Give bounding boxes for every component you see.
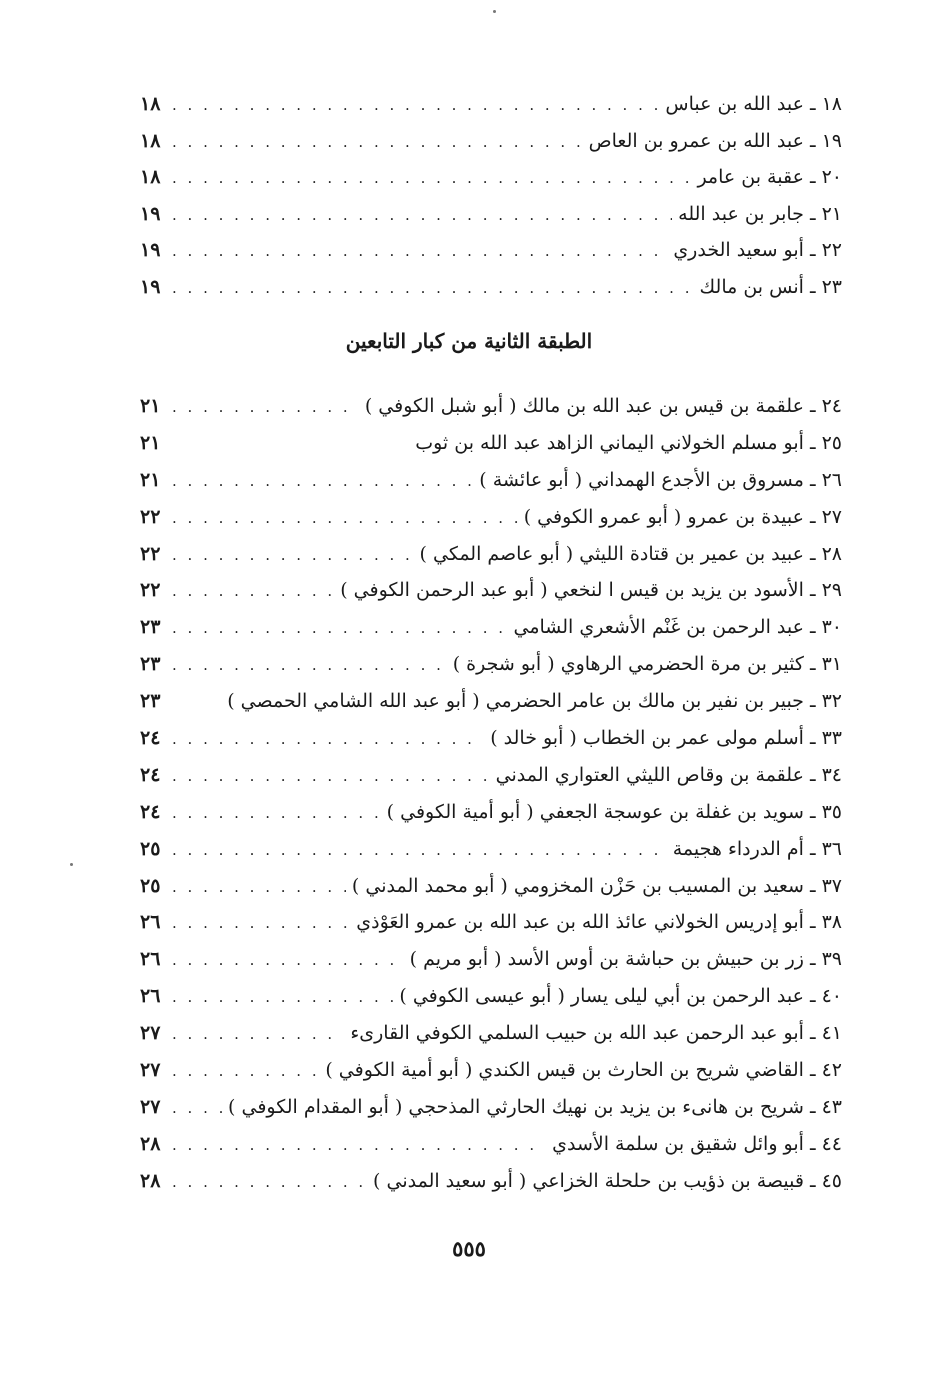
toc-entry-page: ٢٧ — [140, 1059, 161, 1082]
toc-entry-title: ٢٤ ـ علقمة بن قيس بن عبد الله بن مالك ( أبو شبل الكوفي ) — [364, 395, 842, 417]
toc-entry-page: ١٩ — [140, 275, 161, 298]
dot-leader — [172, 795, 381, 832]
toc-entry — [140, 831, 842, 868]
dot-leader — [172, 124, 583, 161]
dot-leader — [172, 721, 484, 758]
toc-entry — [140, 794, 842, 831]
toc-entry-title: ٢٣ ـ أنس بن مالك — [699, 275, 842, 298]
toc-entry-title: ٤٠ ـ عبد الرحمن بن أبي ليلى يسار ( أبو عيسى الكوفي ) — [399, 985, 842, 1008]
toc-entry — [140, 868, 842, 905]
dot-leader — [172, 1164, 367, 1201]
toc-entry-page: ١٨ — [140, 93, 161, 115]
toc-entry — [140, 462, 842, 499]
toc-entry-title: ٤٥ ـ قبيصة بن ذؤيب بن حلحلة الخزاعي ( أبو سعيد المدني ) — [373, 1169, 842, 1192]
toc-entry-page: ١٨ — [140, 166, 161, 189]
toc-entry — [140, 609, 842, 646]
toc-entry-title: ١٨ ـ عبد الله بن عباس — [665, 93, 842, 115]
toc-entry-title: ٣٥ ـ سويد بن غفلة بن عوسجة الجعفي ( أبو أمية الكوفي ) — [386, 800, 842, 823]
toc-entry-title: ٤٢ ـ القاضي شريح بن الحارث بن قيس الكندي ( أبو أمية الكوفي ) — [325, 1059, 842, 1082]
dot-leader — [172, 573, 334, 610]
toc-entry — [140, 159, 842, 196]
scan-speck — [493, 10, 496, 13]
toc-entry — [140, 683, 842, 720]
toc-entry-page: ٢٦ — [140, 911, 161, 934]
toc-entry-page: ٢١ — [140, 395, 161, 417]
dot-leader — [172, 1127, 546, 1164]
dot-leader — [172, 647, 447, 684]
toc-entry-page: ٢٤ — [140, 800, 161, 823]
toc-list-senior-followers — [140, 388, 842, 1200]
dot-leader — [172, 160, 691, 197]
dot-leader — [172, 197, 672, 234]
toc-entry — [140, 388, 842, 425]
toc-entry-page: ٢١ — [140, 468, 161, 491]
toc-entry — [140, 123, 842, 160]
toc-entry — [140, 904, 842, 941]
toc-entry-title: ٢٩ ـ الأسود بن يزيد بن قيس ا لنخعي ( أبو عبد الرحمن الكوفي ) — [340, 579, 842, 602]
toc-entry-title: ٣٢ ـ جبير بن نفير بن مالك بن عامر الحضرمي ( أبو عبد الله الشامي الحمصي ) — [227, 690, 842, 713]
toc-entry-title: ٣٣ ـ أسلم مولى عمر بن الخطاب ( أبو خالد ) — [490, 727, 842, 750]
scan-speck — [70, 863, 73, 866]
dot-leader — [172, 1090, 222, 1127]
toc-entry — [140, 941, 842, 978]
dot-leader — [172, 463, 473, 500]
toc-entry-page: ٢٣ — [140, 616, 161, 639]
toc-entry-title: ٣٧ ـ سعيد بن المسيب بن حَزْن المخزومي ( أبو محمد المدني ) — [351, 874, 842, 897]
toc-entry-title: ٣٨ ـ أبو إدريس الخولاني عائذ الله بن عبد الله بن عمرو العَوْذي — [356, 911, 842, 934]
dot-leader — [172, 942, 404, 979]
toc-entry — [140, 757, 842, 794]
toc-entry-title: ٤٣ ـ شريح بن هانىء بن يزيد بن نهيك الحارثي المذحجي ( أبو المقدام الكوفي ) — [228, 1095, 842, 1118]
dot-leader — [172, 270, 694, 307]
dot-leader — [172, 500, 518, 537]
toc-entry-page: ٢٧ — [140, 1022, 161, 1045]
dot-leader — [172, 537, 414, 574]
toc-entry-title: ٢٨ ـ عبيد بن عمير بن قتادة الليثي ( أبو عاصم المكي ) — [419, 542, 842, 565]
toc-entry-page: ٢٦ — [140, 948, 161, 971]
toc-entry-page: ٢٢ — [140, 579, 161, 602]
dot-leader — [172, 389, 359, 426]
toc-entry-title: ٣١ ـ كثير بن مرة الحضرمي الرهاوي ( أبو شجرة ) — [452, 653, 842, 676]
toc-entry-page: ٢٨ — [140, 1132, 161, 1155]
toc-entry-title: ٣٦ ـ أم الدرداء هجيمة — [672, 837, 842, 860]
toc-entry — [140, 646, 842, 683]
toc-entry-title: ٢٠ ـ عقبة بن عامر — [697, 166, 842, 189]
toc-entry — [140, 1015, 842, 1052]
toc-entry — [140, 1163, 842, 1200]
toc-entry-title: ٤١ ـ أبو عبد الرحمن عبد الله بن حبيب السلمي الكوفي القارىء — [350, 1022, 842, 1045]
toc-entry-page: ٢٤ — [140, 727, 161, 750]
toc-entry-title: ٣٠ ـ عبد الرحمن بن غَنْم الأشعري الشامي — [513, 616, 842, 639]
dot-leader — [172, 979, 393, 1016]
dot-leader — [172, 869, 346, 906]
toc-entry-title: ١٩ ـ عبد الله بن عمرو بن العاص — [588, 129, 842, 152]
dot-leader — [172, 905, 350, 942]
toc-entry-title: ٢٥ ـ أبو مسلم الخولاني اليماني الزاهد عبد الله بن ثوب — [415, 431, 842, 454]
toc-entry — [140, 269, 842, 306]
toc-entry — [140, 425, 842, 462]
toc-entry-title: ٢١ ـ جابر بن عبد الله — [678, 202, 842, 225]
toc-entry-title: ٤٤ ـ أبو وائل شقيق بن سلمة الأسدي — [552, 1132, 842, 1155]
toc-entry — [140, 499, 842, 536]
toc-entry — [140, 536, 842, 573]
toc-entry-page: ١٨ — [140, 129, 161, 152]
toc-entry — [140, 86, 842, 123]
toc-entry — [140, 978, 842, 1015]
dot-leader — [172, 1053, 319, 1090]
toc-entry-title: ٢٧ ـ عبيدة بن عمرو ( أبو عمرو الكوفي ) — [523, 505, 842, 528]
section-heading: الطبقة الثانية من كبار التابعين — [345, 329, 593, 353]
toc-entry — [140, 1052, 842, 1089]
dot-leader — [172, 233, 667, 270]
toc-entry-page: ٢٣ — [140, 653, 161, 676]
toc-entry-title: ٣٤ ـ علقمة بن وقاص الليثي العتواري المدني — [495, 763, 842, 786]
toc-entry-page: ٢٥ — [140, 837, 161, 860]
toc-entry-title: ٣٩ ـ زر بن حبيش بن حباشة بن أوس الأسد ( أبو مريم ) — [409, 948, 842, 971]
toc-entry-page: ٢٦ — [140, 985, 161, 1008]
toc-entry — [140, 572, 842, 609]
dot-leader — [172, 758, 490, 795]
toc-entry-title: ٢٦ ـ مسروق بن الأجدع الهمداني ( أبو عائشة ) — [479, 468, 842, 491]
toc-entry-page: ٢٥ — [140, 874, 161, 897]
toc-entry-page: ٢٢ — [140, 542, 161, 565]
toc-entry-page: ٢٨ — [140, 1169, 161, 1192]
toc-entry-page: ٢٣ — [140, 690, 161, 713]
toc-entry-page: ١٩ — [140, 239, 161, 262]
toc-entry — [140, 1126, 842, 1163]
toc-entry — [140, 1089, 842, 1126]
page-number: ٥٥٥ — [452, 1236, 486, 1261]
toc-list-companions — [140, 86, 842, 306]
dot-leader — [172, 87, 659, 124]
toc-entry-title: ٢٢ ـ أبو سعيد الخدري — [673, 239, 842, 262]
toc-entry-page: ٢٢ — [140, 505, 161, 528]
dot-leader — [172, 610, 508, 647]
toc-entry-page: ٢٧ — [140, 1095, 161, 1118]
dot-leader — [172, 1016, 344, 1053]
toc-entry — [140, 720, 842, 757]
toc-entry — [140, 196, 842, 233]
toc-entry — [140, 232, 842, 269]
toc-entry-page: ٢٤ — [140, 763, 161, 786]
dot-leader — [172, 832, 667, 869]
toc-entry-page: ٢١ — [140, 431, 161, 454]
toc-entry-page: ١٩ — [140, 202, 161, 225]
